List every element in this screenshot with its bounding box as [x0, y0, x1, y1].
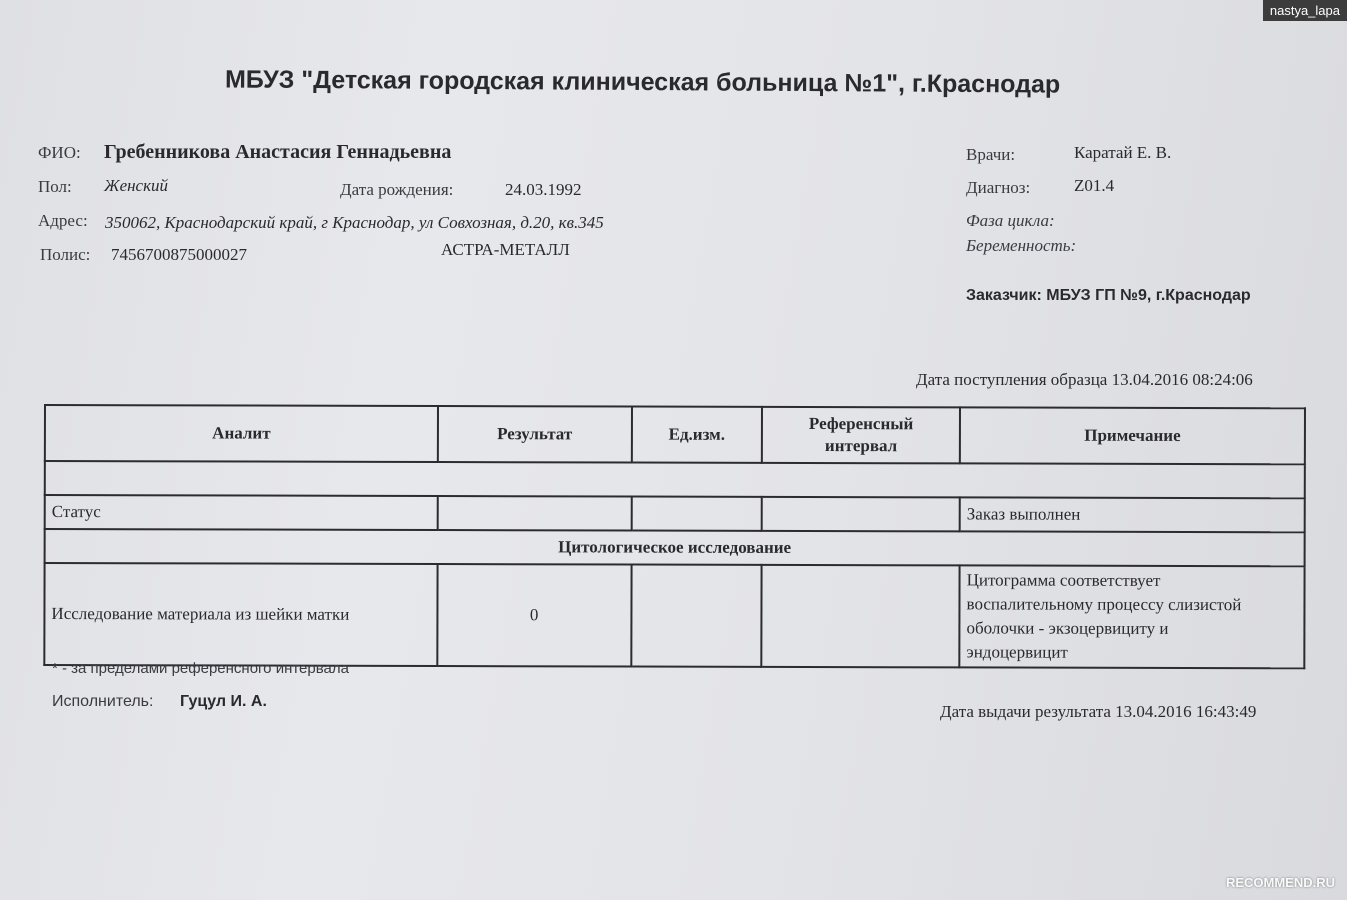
- footnote: * - за пределами референсного интервала: [52, 660, 349, 677]
- diagnosis-label: Диагноз:: [966, 178, 1031, 197]
- address-value: 350062, Краснодарский край, г Краснодар, ул Совхозная, д.20, кв.345: [105, 213, 604, 232]
- policy-value: 7456700875000027: [111, 245, 247, 264]
- row-unit: [631, 565, 762, 667]
- table-empty-row: [45, 461, 1305, 498]
- doctor-value: Каратай Е. В.: [1074, 143, 1172, 162]
- status-result: [438, 496, 632, 531]
- empty-cell: [45, 461, 1305, 498]
- sex-label: Пол:: [38, 177, 72, 196]
- dob-value: 24.03.1992: [505, 180, 582, 199]
- executor-value: Гуцул И. А.: [180, 693, 267, 710]
- results-table: [43, 404, 1306, 669]
- table-row-status: [45, 495, 1305, 532]
- result-issued-date: Дата выдачи результата 13.04.2016 16:43:49: [940, 702, 1257, 721]
- customer-value: Заказчик: МБУЗ ГП №9, г.Краснодар: [966, 287, 1251, 304]
- pregnancy-label: Беременность:: [966, 236, 1077, 255]
- sex-value: Женский: [104, 176, 169, 195]
- header-result: Результат: [438, 406, 632, 463]
- header-reference-text: Референсный интервал: [808, 414, 914, 456]
- header-analyte: Аналит: [45, 405, 438, 462]
- executor-label: Исполнитель:: [52, 693, 154, 710]
- dob-label: Дата рождения:: [340, 180, 454, 199]
- cycle-label: Фаза цикла:: [966, 211, 1055, 230]
- address-label: Адрес:: [38, 211, 88, 230]
- row-result: 0: [437, 564, 631, 667]
- status-label: Статус: [45, 495, 438, 530]
- row-analyte: Исследование материала из шейки матки: [44, 563, 437, 666]
- fio-label: ФИО:: [38, 143, 81, 162]
- row-note: [959, 565, 1304, 668]
- policy-label: Полис:: [40, 245, 91, 264]
- fio-value: Гребенникова Анастасия Геннадьевна: [104, 141, 452, 163]
- status-unit: [631, 497, 762, 531]
- row-note-text: Цитограмма соответствует воспалительному процессу слизистой оболочки - экзоцервициту и эндоцервицит: [966, 570, 1242, 662]
- table-section-row: [45, 529, 1305, 566]
- section-title: Цитологическое исследование: [45, 529, 1305, 566]
- header-reference: [762, 407, 960, 464]
- header-note: Примечание: [960, 407, 1305, 464]
- doctor-label: Врачи:: [966, 145, 1016, 164]
- hospital-title: МБУЗ "Детская городская клиническая больница №1", г.Краснодар: [224, 65, 1061, 99]
- row-reference: [762, 565, 960, 668]
- status-note: Заказ выполнен: [960, 497, 1305, 532]
- status-reference: [762, 497, 960, 532]
- watermark-site: RECOMMEND.RU: [1225, 875, 1335, 890]
- table-header-row: [45, 405, 1305, 464]
- watermark-username: nastya_lapa: [1263, 0, 1347, 21]
- diagnosis-value: Z01.4: [1074, 176, 1115, 195]
- sample-received-date: Дата поступления образца 13.04.2016 08:24:06: [916, 370, 1253, 389]
- insurer-value: АСТРА-МЕТАЛЛ: [441, 240, 570, 259]
- header-unit: Ед.изм.: [631, 407, 762, 463]
- table-row: [44, 563, 1304, 668]
